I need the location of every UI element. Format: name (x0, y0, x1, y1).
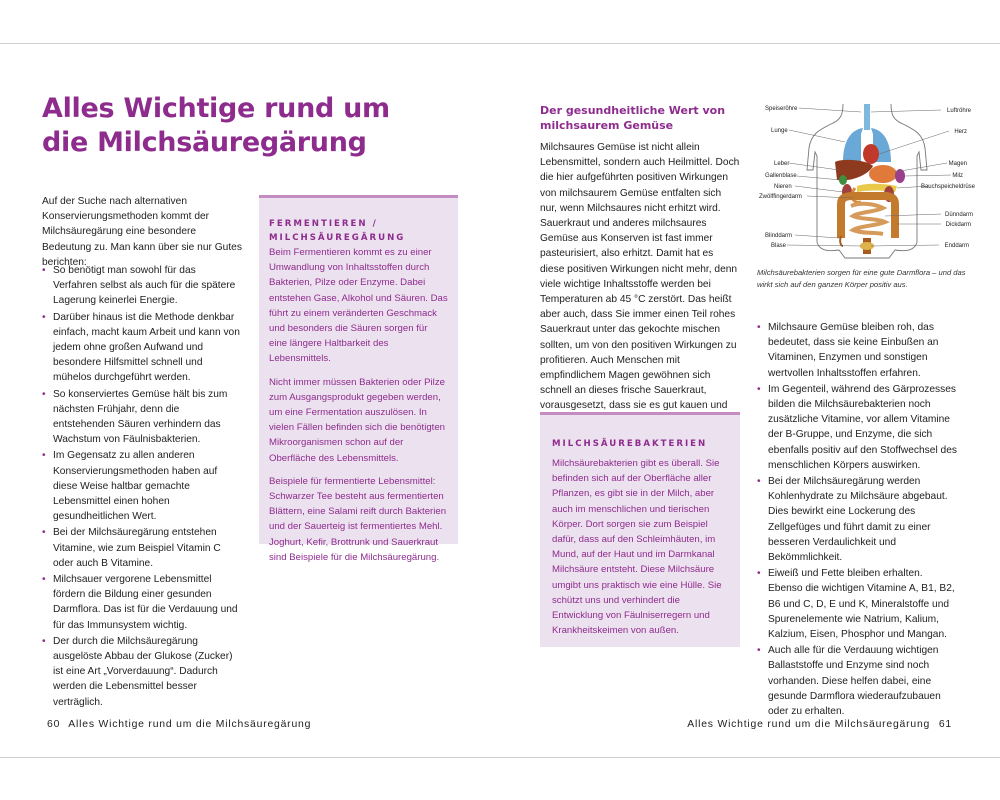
info-box-paragraph: Nicht immer müssen Bakterien oder Pilze zum Ausgangsprodukt gegeben werden, um eine Fermentation auszulösen. In vielen Fällen befinden sich die benötigten Mikroorganismen schon auf der Oberfläche des Lebensmittels. (269, 376, 446, 464)
info-box-paragraph: Beispiele für fermentierte Lebensmittel: Schwarzer Tee besteht aus fermentierten Blättern, eine Salami reift durch Bakterien und der Sauerteig ist fermentiertes Mehl. Joghurt, Kefir, Brottrunk und Sauerkraut sind Beispiele für die Milchsäuregärung. (269, 475, 447, 563)
list-item: • Milchsaure Gemüse bleiben roh, das bedeutet, dass sie keine Einbußen an Vitaminen, Enzymen und sonstigen wertvollen Inhaltsstoffen erfahren. (757, 320, 957, 381)
list-item: • So konserviertes Gemüse hält bis zum nächsten Frühjahr, denn die entstehenden Säuren verhindern das Wachstum von Fäulnisbakterien. (42, 387, 242, 448)
label-speiseroehre: Speiseröhre (765, 106, 798, 112)
intro-paragraph: Auf der Suche nach alternativen Konservierungsmethoden kommt der Milchsäuregärung eine besondere Bedeutung zu. Man kann über sie nur Gutes berichten: (42, 196, 242, 268)
running-title: Alles Wichtige rund um die Milchsäuregärung (687, 719, 931, 730)
info-box-title: MILCHSÄUREBAKTERIEN (552, 439, 708, 449)
label-duenndarm: Dünndarm (944, 212, 973, 218)
section-body: Milchsaures Gemüse ist nicht allein Lebensmittel, sondern auch Heilmittel. Doch die hier aufgeführten positiven Wirkungen von milchsaurem Gemüse entfalten sich nur, wenn Milchsaures nicht erhitzt wird. Sauerkraut und anderes milchsaures Gemüse aus Konserven ist fast immer pasteurisiert, also erhitzt. Damit hat es diese positiven Wirkungen nicht mehr, denn viele wichtige Inhaltsstoffe werden bei Temperaturen ab 45 °C zerstört. Das heißt aber auch, dass Sie immer einen Teil rohes Sauerkraut unter das gekochte mischen sollten, um von den positiven Wirkungen zu profitieren. Auch Menschen mit empfindlichem Magen gewöhnen sich schnell an dieses frische Sauerkraut, vorausgesetzt, dass sie es gut kauen und (540, 142, 740, 412)
anatomy-diagram (757, 100, 977, 265)
diagram-caption: Milchsäurebakterien sorgen für eine gute Darmflora – und das wirkt sich auf den ganzen Körper positiv aus. (757, 268, 966, 289)
label-milz: Milz (952, 173, 963, 179)
list-item: • Bei der Milchsäuregärung werden Kohlenhydrate zu Milchsäure abgebaut. Dies bewirkt eine Lockerung des Zellgefüges und führt damit zu einer besseren Verdaulichkeit und Bekömmlichkeit. (757, 474, 957, 565)
label-enddarm: Enddarm (944, 243, 969, 249)
label-blinddarm: Blinddarm (765, 233, 793, 239)
running-title: Alles Wichtige rund um die Milchsäuregärung (68, 719, 312, 730)
page-title: Alles Wichtige rund um die Milchsäuregärung (42, 93, 390, 158)
list-item: • Der durch die Milchsäuregärung ausgelöste Abbau der Glukose (Zucker) ist eine Art „Vorverdauung“. Dadurch werden die Lebensmittel besser verträglich. (42, 634, 242, 710)
list-item: • Bei der Milchsäuregärung entstehen Vitamine, wie zum Beispiel Vitamin C oder auch B Vitamine. (42, 525, 242, 571)
list-item: • Im Gegenteil, während des Gärprozesses bilden die Milchsäurebakterien noch zusätzliche Vitamine, vor allem Vitamine der B-Gruppe, und Enzyme, die sich ebenfalls positiv auf den Stoffwechsel des menschlichen Körpers auswirken. (757, 382, 957, 473)
info-box-title: FERMENTIEREN / MILCHSÄUREGÄRUNG (269, 219, 406, 243)
section-title: Der gesundheitliche Wert von milchsaurem Gemüse (540, 104, 726, 132)
label-blase: Blase (771, 243, 787, 249)
list-item: • Eiweiß und Fette bleiben erhalten. Ebenso die wichtigen Vitamine A, B1, B2, B6 und C, D, E und K, Mineralstoffe und Spurenelemente wie Natrium, Kalium, Kalzium, Eisen, Phosphor und Mangan. (757, 566, 957, 642)
heart (863, 144, 879, 164)
trachea (864, 104, 870, 130)
label-luftroehre: Luftröhre (946, 108, 971, 114)
list-item: • Auch alle für die Verdauung wichtigen Ballaststoffe und Enzyme sind noch vorhanden. Diese helfen dabei, eine gesunde Darmflora wiederaufzubauen oder zu erhalten. (757, 643, 957, 719)
page-number: 60 (47, 719, 61, 730)
footer-left (42, 719, 311, 730)
page-number: 61 (938, 719, 952, 730)
small-intestine (851, 204, 885, 234)
info-box-paragraph: Milchsäurebakterien gibt es überall. Sie befinden sich auf der Oberfläche aller Pflanzen, es gibt sie in der Milch, aber auch im menschlichen und tierischen Körper. Dort sorgen sie zum Beispiel dafür, dass auf den Schleimhäuten, im Mund, auf der Haut und im Darmkanal Milchsäure entsteht. Diese Milchsäure umgibt uns praktisch wie eine Hülle. Sie schützt uns und verhindert die Entwicklung von Fäulniserregern und Krankheitskeimen von außen. (552, 458, 722, 637)
label-bauchspeicheldruese: Bauchspeicheldrüse (920, 184, 975, 190)
info-box-fermentieren (259, 195, 458, 563)
label-dickdarm: Dickdarm (945, 222, 971, 228)
list-item: • Darüber hinaus ist die Methode denkbar einfach, macht kaum Arbeit und kann von jedem ohne großen Aufwand und besondere Hilfsmittel schnell und mühelos durchgeführt werden. (42, 310, 242, 386)
lung-left (843, 128, 863, 162)
label-herz: Herz (954, 129, 967, 135)
list-item: • So benötigt man sowohl für das Verfahren selbst als auch für die spätere Lagerung keinerlei Energie. (42, 263, 242, 309)
label-gallenblase: Gallenblase (765, 173, 797, 179)
info-box-paragraph: Beim Fermentieren kommt es zu einer Umwandlung von Inhaltsstoffen durch Bakterien, Pilze oder Enzyme. Dabei entstehen Gase, Alkohol und Säuren. Das führt zu einem veränderten Geschmack und besonders die Säuren sorgen für eine längere Haltbarkeit des Lebensmittels. (269, 247, 448, 365)
info-box-milchsaeurebakterien (540, 412, 740, 647)
label-lunge: Lunge (771, 128, 788, 134)
stomach (869, 165, 897, 183)
label-nieren: Nieren (774, 184, 792, 190)
label-magen: Magen (948, 161, 967, 167)
label-zwoelffingerdarm: Zwölffingerdarm (759, 194, 802, 200)
left-bullet-list (42, 263, 242, 711)
right-bullet-list (757, 320, 957, 720)
list-item: • Im Gegensatz zu allen anderen Konservierungsmethoden haben auf diese Weise haltbar gemachte Lebensmittel einen hohen gesundheitlichen Wert. (42, 448, 242, 524)
list-item: • Milchsauer vergorene Lebensmittel fördern die Bildung einer gesunden Darmflora. Das ist für die Verdauung und für das Immunsystem wichtig. (42, 572, 242, 633)
label-leber: Leber (774, 161, 790, 167)
footer-right (687, 719, 957, 730)
